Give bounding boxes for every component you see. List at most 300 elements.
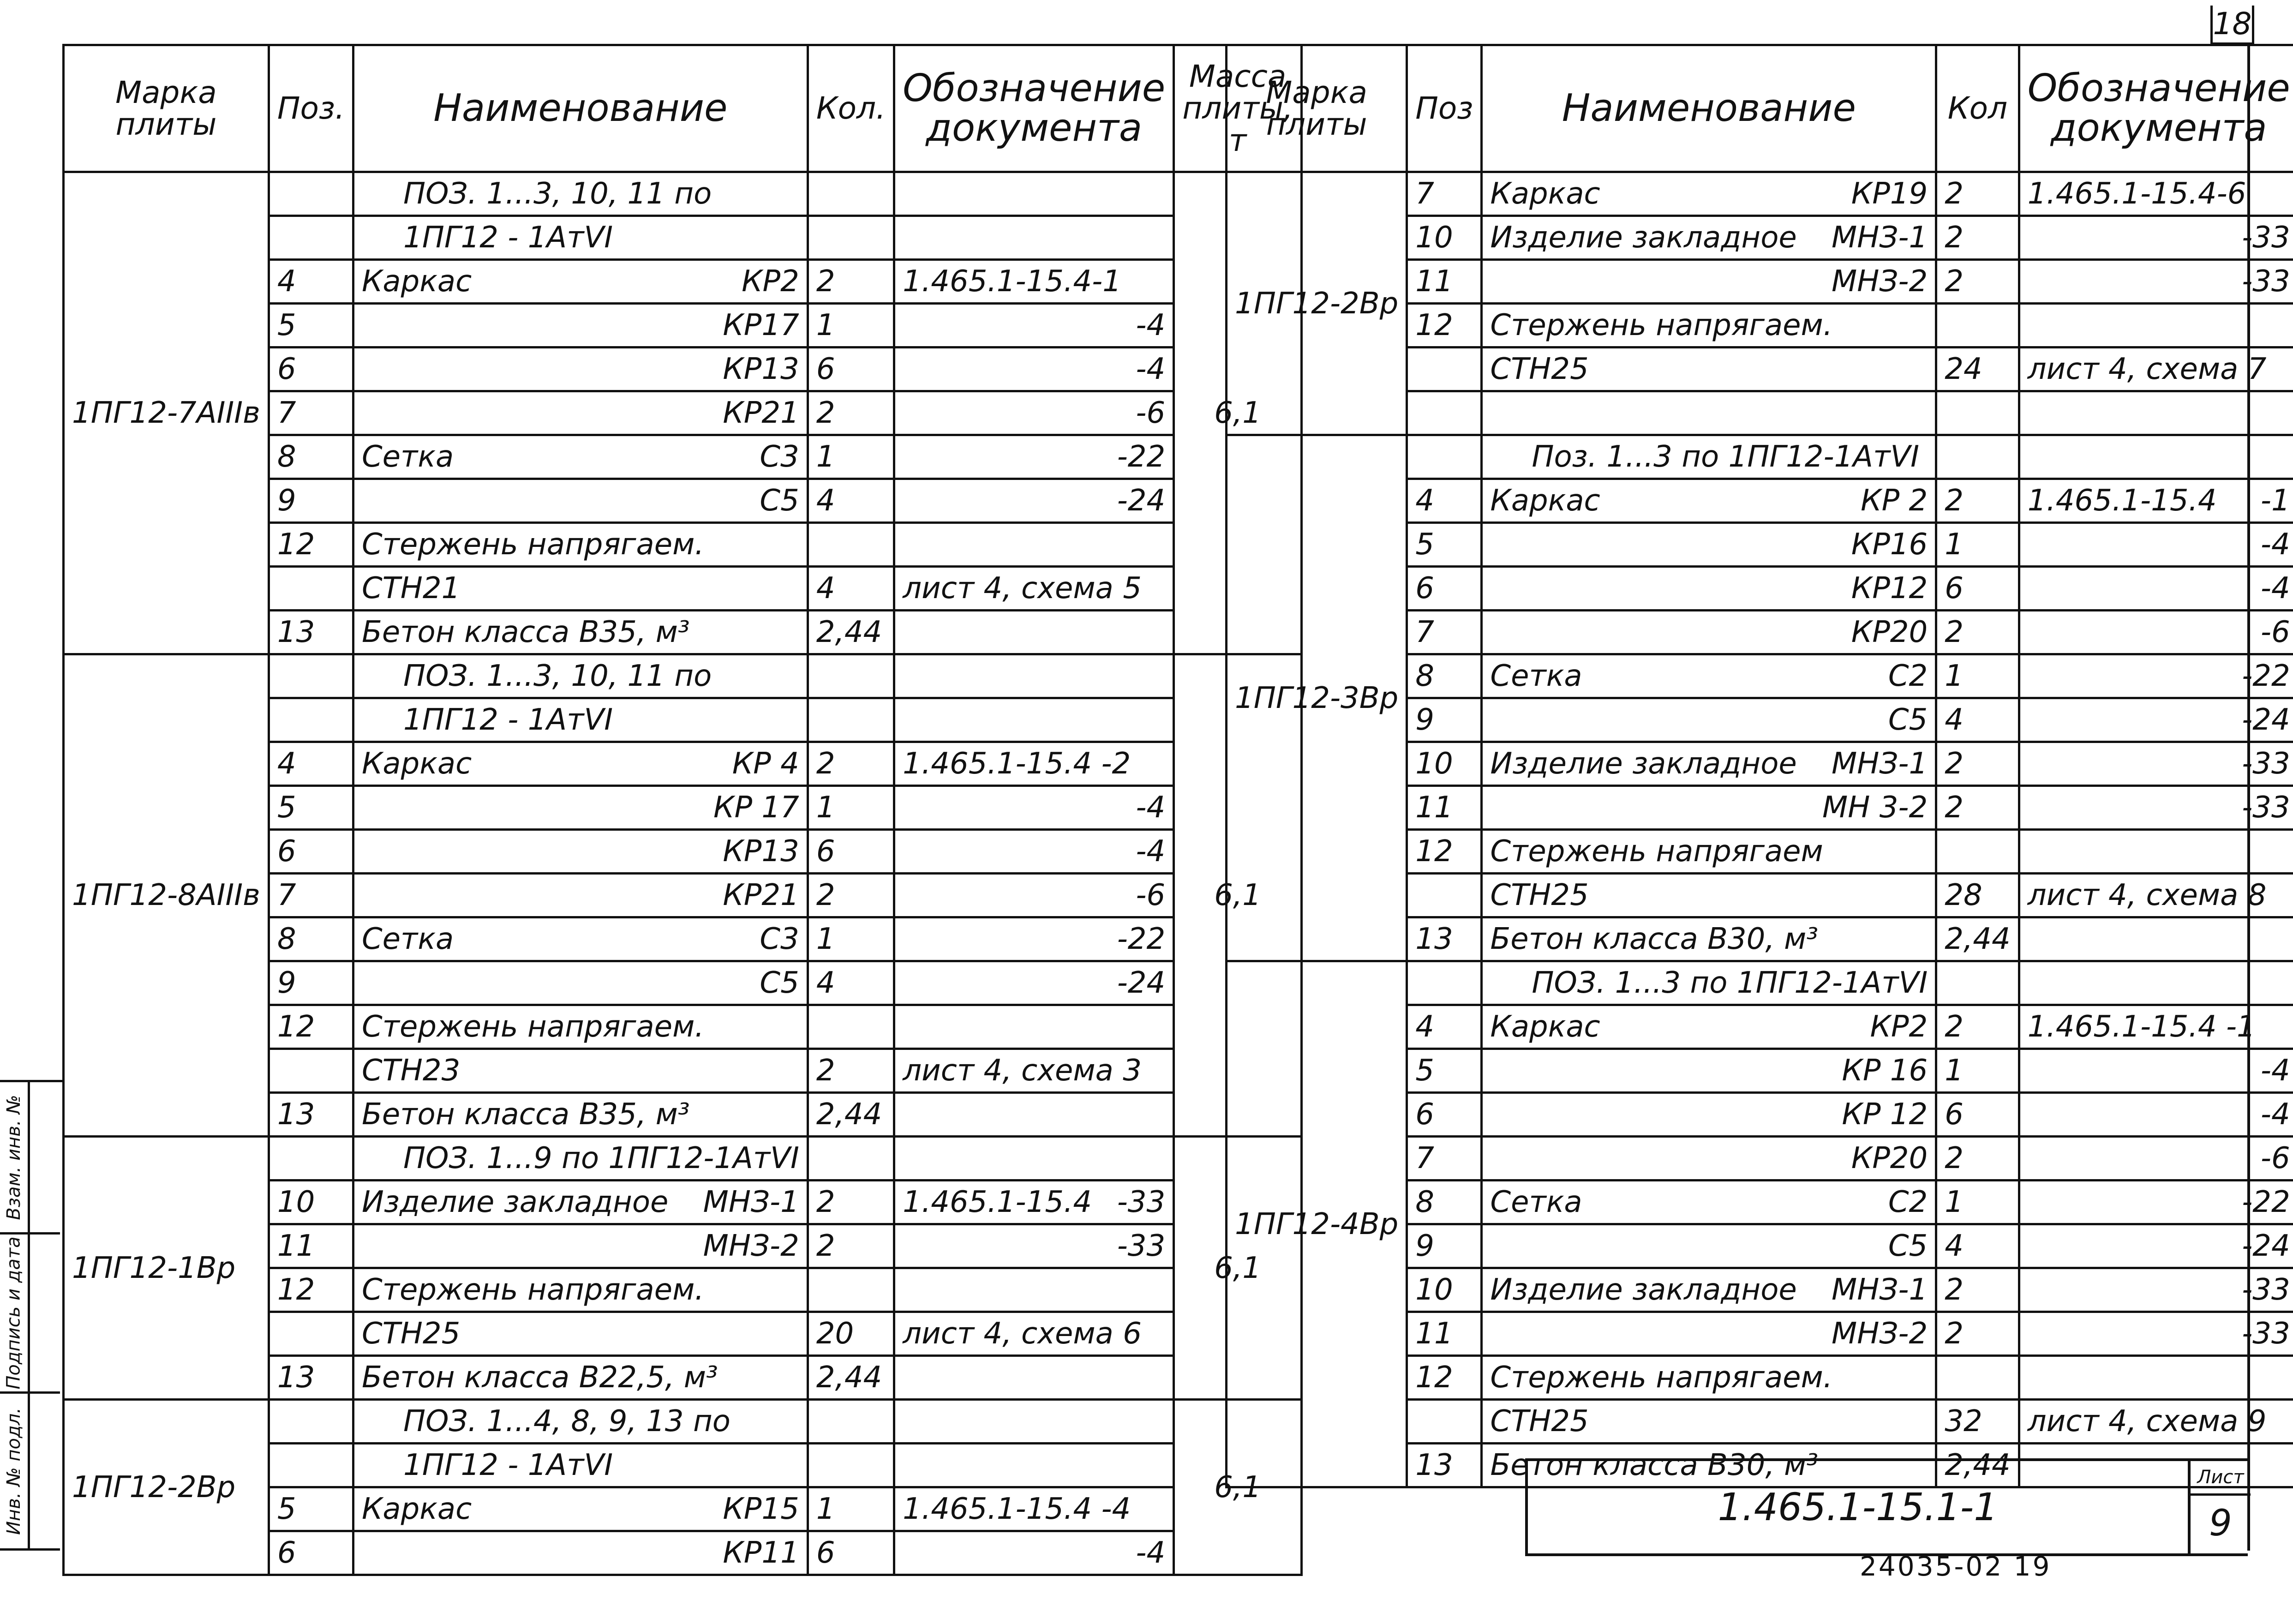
position-cell: 7 xyxy=(269,391,353,435)
name-tail: КР 16 xyxy=(1842,1054,1928,1088)
document-cell xyxy=(894,611,1174,654)
name-tail: С2 xyxy=(1888,659,1928,693)
quantity-cell xyxy=(1936,391,2019,435)
document-cell xyxy=(894,1400,1174,1444)
position-cell: 10 xyxy=(1407,742,1482,786)
document-wrap xyxy=(903,396,1165,430)
name-text: Бетон класса В30, м³ xyxy=(1490,1448,1818,1482)
quantity-cell: 2 xyxy=(1936,1005,2019,1049)
name-text: ПОЗ. 1...3, 10, 11 по xyxy=(403,659,712,693)
plate-mass: 6,1 xyxy=(1174,1400,1302,1575)
document-cell xyxy=(2019,786,2293,830)
name-text: Бетон класса В35, м³ xyxy=(361,1097,690,1132)
name-wrap xyxy=(1490,1404,1928,1438)
position-cell: 13 xyxy=(269,1356,353,1400)
name-text: 1ПГ12 - 1АтVI xyxy=(403,1448,613,1482)
document-cell xyxy=(2019,1049,2293,1093)
name-wrap xyxy=(1490,352,1928,386)
document-cell xyxy=(2019,172,2293,216)
name-tail: С3 xyxy=(760,440,799,474)
document-tail: -24 xyxy=(2242,703,2290,737)
name-wrap xyxy=(1490,1360,1928,1395)
name-text: Сетка xyxy=(361,440,454,474)
position-cell: 6 xyxy=(269,830,353,874)
document-cell xyxy=(894,391,1174,435)
plate-mark: 1ПГ12-4Вр xyxy=(1227,961,1407,1487)
quantity-cell: 2 xyxy=(1936,742,2019,786)
document-wrap xyxy=(2028,1141,2290,1175)
name-text: Изделие закладное xyxy=(361,1185,669,1219)
document-wrap xyxy=(2028,747,2290,781)
position-cell: 8 xyxy=(269,435,353,479)
position-cell xyxy=(269,567,353,611)
name-cell xyxy=(353,1137,808,1181)
name-text: Каркас xyxy=(1490,484,1600,518)
name-text: СТН21 xyxy=(361,571,461,605)
position-cell: 5 xyxy=(1407,1049,1482,1093)
spec-table-left xyxy=(62,44,1303,1576)
document-text: лист 4, схема 8 xyxy=(2027,878,2267,912)
document-cell xyxy=(2019,304,2293,348)
plate-mass: 6,1 xyxy=(1174,172,1302,654)
name-wrap xyxy=(362,966,799,1000)
name-cell xyxy=(1482,742,1936,786)
document-tail: -22 xyxy=(1117,922,1166,956)
document-text: 1.465.1-15.4 -2 xyxy=(903,747,1131,781)
name-wrap xyxy=(362,1010,799,1044)
document-tail: -1 xyxy=(2260,484,2290,518)
name-cell xyxy=(1482,348,1936,391)
document-wrap xyxy=(903,1492,1165,1526)
document-text: 1.465.1-15.4-6 xyxy=(2027,177,2246,211)
document-wrap xyxy=(2028,703,2290,737)
document-wrap xyxy=(903,922,1165,956)
name-cell xyxy=(353,1049,808,1093)
name-cell xyxy=(353,1312,808,1356)
name-cell xyxy=(353,654,808,698)
quantity-cell: 2 xyxy=(1936,260,2019,304)
document-wrap xyxy=(2028,1317,2290,1351)
name-cell xyxy=(1482,435,1936,479)
table-row xyxy=(1227,172,2293,216)
document-wrap xyxy=(2028,1097,2290,1132)
spec-table-right xyxy=(1225,44,2293,1488)
name-tail: КР20 xyxy=(1851,1141,1928,1175)
document-wrap xyxy=(2028,615,2290,649)
document-tail: -4 xyxy=(2260,571,2290,605)
quantity-cell xyxy=(1936,304,2019,348)
document-wrap xyxy=(903,966,1165,1000)
position-cell: 12 xyxy=(1407,1356,1482,1400)
quantity-cell: 2 xyxy=(1936,216,2019,260)
position-cell xyxy=(1407,874,1482,917)
document-wrap xyxy=(2028,221,2290,255)
quantity-cell: 2 xyxy=(808,260,894,304)
name-wrap xyxy=(362,1185,799,1219)
name-wrap xyxy=(1490,1317,1928,1351)
name-wrap xyxy=(362,1273,799,1307)
document-cell xyxy=(2019,260,2293,304)
quantity-cell: 2 xyxy=(1936,479,2019,523)
document-cell xyxy=(894,216,1174,260)
name-cell xyxy=(1482,1181,1936,1224)
position-cell: 5 xyxy=(269,1487,353,1531)
document-tail: -6 xyxy=(2260,1141,2290,1175)
position-cell: 12 xyxy=(269,1005,353,1049)
document-tail: -24 xyxy=(1117,966,1166,1000)
stamp-label-inventory: Инв. № подл. xyxy=(3,1407,24,1535)
quantity-cell xyxy=(808,654,894,698)
name-wrap xyxy=(1490,747,1928,781)
name-wrap xyxy=(362,659,799,693)
document-tail: -22 xyxy=(2242,659,2290,693)
position-cell: 6 xyxy=(1407,567,1482,611)
name-wrap xyxy=(1490,703,1928,737)
plate-mark: 1ПГ12-3Вр xyxy=(1227,435,1407,961)
document-wrap xyxy=(903,1536,1165,1570)
document-wrap xyxy=(903,834,1165,869)
name-cell xyxy=(1482,654,1936,698)
document-cell xyxy=(894,1224,1174,1268)
name-cell xyxy=(1482,1268,1936,1312)
document-tail: -6 xyxy=(2260,615,2290,649)
name-cell xyxy=(353,611,808,654)
name-tail: МНЗ-1 xyxy=(1832,747,1928,781)
name-cell xyxy=(353,1181,808,1224)
position-cell xyxy=(269,1312,353,1356)
name-wrap xyxy=(1490,1010,1928,1044)
document-tail: -4 xyxy=(2260,1097,2290,1132)
quantity-cell: 28 xyxy=(1936,874,2019,917)
header-mark: Марка плиты xyxy=(1227,45,1407,172)
plate-mark: 1ПГ12-7АIIIв xyxy=(64,172,269,654)
document-tail: -4 xyxy=(2260,1054,2290,1088)
quantity-cell: 4 xyxy=(808,567,894,611)
name-text: СТН23 xyxy=(361,1054,461,1088)
name-text: Стержень напрягаем. xyxy=(1490,1360,1833,1395)
quantity-cell: 2,44 xyxy=(808,1093,894,1137)
stamp-label-replace: Взам. инв. № xyxy=(3,1094,24,1220)
name-cell xyxy=(353,1531,808,1575)
table-row xyxy=(1227,435,2293,479)
name-cell xyxy=(353,435,808,479)
name-cell xyxy=(353,304,808,348)
name-tail: КР 4 xyxy=(732,747,799,781)
document-tail: -4 xyxy=(2260,527,2290,562)
document-wrap xyxy=(2028,791,2290,825)
document-cell xyxy=(2019,216,2293,260)
quantity-cell: 2 xyxy=(1936,786,2019,830)
document-wrap xyxy=(903,308,1165,342)
document-text: 1.465.1-15.4-1 xyxy=(903,264,1121,299)
name-wrap xyxy=(1490,308,1928,342)
document-wrap xyxy=(2028,659,2290,693)
document-cell xyxy=(2019,435,2293,479)
document-wrap xyxy=(903,484,1165,518)
name-wrap xyxy=(362,308,799,342)
name-cell xyxy=(353,216,808,260)
document-wrap xyxy=(903,352,1165,386)
position-cell xyxy=(1407,961,1482,1005)
quantity-cell: 2 xyxy=(808,874,894,917)
name-tail: КР15 xyxy=(723,1492,799,1526)
quantity-cell: 2 xyxy=(808,1224,894,1268)
position-cell: 8 xyxy=(1407,654,1482,698)
document-tail: -6 xyxy=(1136,878,1166,912)
name-cell xyxy=(1482,1005,1936,1049)
document-cell xyxy=(2019,742,2293,786)
position-cell: 9 xyxy=(1407,1224,1482,1268)
name-cell xyxy=(1482,567,1936,611)
name-wrap xyxy=(362,1097,799,1132)
name-tail: МНЗ-2 xyxy=(1832,1317,1928,1351)
document-tail: -33 xyxy=(2242,747,2290,781)
document-cell xyxy=(2019,1268,2293,1312)
name-tail: МНЗ-1 xyxy=(1832,221,1928,255)
quantity-cell: 2,44 xyxy=(808,611,894,654)
position-cell: 10 xyxy=(1407,216,1482,260)
name-cell xyxy=(1482,304,1936,348)
name-text: Каркас xyxy=(361,1492,472,1526)
quantity-cell: 6 xyxy=(808,1531,894,1575)
archive-code: 24035-02 19 xyxy=(1860,1551,2052,1582)
document-wrap xyxy=(2028,1273,2290,1307)
name-text: Каркас xyxy=(1490,177,1600,211)
plate-mark: 1ПГ12-8АIIIв xyxy=(64,654,269,1137)
document-cell xyxy=(894,1005,1174,1049)
plate-mark: 1ПГ12-2Вр xyxy=(64,1400,269,1575)
position-cell xyxy=(269,1137,353,1181)
name-wrap xyxy=(362,1404,799,1438)
quantity-cell: 2 xyxy=(808,1049,894,1093)
header-qty: Кол xyxy=(1936,45,2019,172)
name-cell xyxy=(353,172,808,216)
quantity-cell: 6 xyxy=(1936,1093,2019,1137)
document-cell xyxy=(2019,1400,2293,1444)
name-tail: МНЗ-1 xyxy=(703,1185,799,1219)
name-cell xyxy=(1482,1356,1936,1400)
name-wrap xyxy=(362,484,799,518)
quantity-cell xyxy=(1936,961,2019,1005)
document-cell xyxy=(2019,874,2293,917)
name-cell xyxy=(353,1093,808,1137)
quantity-cell: 1 xyxy=(1936,1181,2019,1224)
document-tail: -22 xyxy=(1117,440,1166,474)
position-cell: 11 xyxy=(1407,260,1482,304)
header-mass: Масса плиты, т xyxy=(1174,45,1302,172)
document-text: 1.465.1-15.4 xyxy=(903,1185,1092,1219)
position-cell: 6 xyxy=(269,348,353,391)
name-tail: С3 xyxy=(760,922,799,956)
document-wrap xyxy=(903,571,1165,605)
quantity-cell xyxy=(808,698,894,742)
position-cell xyxy=(1407,348,1482,391)
name-text: Стержень напрягаем. xyxy=(361,1010,704,1044)
title-block xyxy=(1525,1458,2248,1556)
position-cell: 10 xyxy=(1407,1268,1482,1312)
name-cell xyxy=(1482,260,1936,304)
name-wrap xyxy=(362,791,799,825)
name-cell xyxy=(353,1444,808,1487)
name-cell xyxy=(1482,786,1936,830)
name-cell xyxy=(1482,1049,1936,1093)
plate-mass: 6,1 xyxy=(1174,1137,1302,1400)
quantity-cell: 2,44 xyxy=(808,1356,894,1400)
document-tail: -4 xyxy=(1136,1536,1166,1570)
header-pos: Поз. xyxy=(269,45,353,172)
name-cell xyxy=(1482,917,1936,961)
name-wrap xyxy=(1490,571,1928,605)
name-wrap xyxy=(362,703,799,737)
position-cell: 5 xyxy=(269,304,353,348)
position-cell: 5 xyxy=(1407,523,1482,567)
document-wrap xyxy=(2028,1404,2290,1438)
name-cell xyxy=(1482,216,1936,260)
name-cell xyxy=(1482,1093,1936,1137)
position-cell: 11 xyxy=(1407,1312,1482,1356)
quantity-cell: 1 xyxy=(1936,1049,2019,1093)
sheet-box xyxy=(2188,1461,2251,1553)
name-cell xyxy=(1482,874,1936,917)
document-text: 1.465.1-15.4 -4 xyxy=(903,1492,1131,1526)
quantity-cell xyxy=(1936,435,2019,479)
name-wrap xyxy=(1490,264,1928,299)
name-wrap xyxy=(1490,484,1928,518)
quantity-cell xyxy=(808,172,894,216)
quantity-cell: 1 xyxy=(1936,654,2019,698)
document-wrap xyxy=(2028,1010,2290,1044)
position-cell xyxy=(269,698,353,742)
document-text: лист 4, схема 6 xyxy=(903,1317,1142,1351)
name-text: 1ПГ12 - 1АтVI xyxy=(403,703,613,737)
document-cell xyxy=(894,917,1174,961)
name-text: Изделие закладное xyxy=(1490,747,1797,781)
document-wrap xyxy=(2028,571,2290,605)
header-doc: Обозначение документа xyxy=(2019,45,2293,172)
quantity-cell: 4 xyxy=(808,961,894,1005)
name-wrap xyxy=(362,177,799,211)
name-text: Изделие закладное xyxy=(1490,221,1797,255)
name-tail: КР2 xyxy=(1870,1010,1928,1044)
position-cell: 4 xyxy=(269,742,353,786)
name-text: СТН25 xyxy=(1490,878,1589,912)
quantity-cell: 4 xyxy=(1936,698,2019,742)
quantity-cell: 2 xyxy=(1936,1137,2019,1181)
position-cell: 11 xyxy=(1407,786,1482,830)
name-wrap xyxy=(1490,1097,1928,1132)
quantity-cell: 32 xyxy=(1936,1400,2019,1444)
name-cell xyxy=(1482,830,1936,874)
document-cell xyxy=(894,742,1174,786)
document-cell xyxy=(2019,523,2293,567)
name-text: Стержень напрягаем. xyxy=(361,1273,704,1307)
document-cell xyxy=(894,304,1174,348)
document-wrap xyxy=(2028,527,2290,562)
name-cell xyxy=(1482,961,1936,1005)
document-cell xyxy=(894,698,1174,742)
quantity-cell: 4 xyxy=(808,479,894,523)
quantity-cell xyxy=(808,1400,894,1444)
quantity-cell: 2,44 xyxy=(1936,917,2019,961)
name-tail: МНЗ-2 xyxy=(703,1229,799,1263)
name-tail: КР17 xyxy=(723,308,799,342)
plate-mark: 1ПГ12-1Вр xyxy=(64,1137,269,1400)
quantity-cell xyxy=(808,1005,894,1049)
name-cell xyxy=(353,1356,808,1400)
name-wrap xyxy=(362,396,799,430)
position-cell xyxy=(1407,391,1482,435)
header-qty: Кол. xyxy=(808,45,894,172)
document-cell xyxy=(2019,1356,2293,1400)
name-wrap xyxy=(1490,177,1928,211)
document-cell xyxy=(2019,917,2293,961)
table-row xyxy=(64,1400,1302,1444)
name-text: Стержень напрягаем xyxy=(1490,834,1823,869)
name-wrap xyxy=(362,1448,799,1482)
document-cell xyxy=(894,961,1174,1005)
quantity-cell: 1 xyxy=(808,1487,894,1531)
name-tail: КР16 xyxy=(1851,527,1928,562)
quantity-cell: 1 xyxy=(1936,523,2019,567)
name-wrap xyxy=(362,264,799,299)
position-cell xyxy=(269,216,353,260)
plate-mark: 1ПГ12-2Вр xyxy=(1227,172,1407,435)
document-cell xyxy=(2019,348,2293,391)
name-text: СТН25 xyxy=(1490,352,1589,386)
document-cell xyxy=(894,654,1174,698)
name-text: Каркас xyxy=(361,264,472,299)
position-cell: 13 xyxy=(269,611,353,654)
document-cell xyxy=(894,1487,1174,1531)
document-wrap xyxy=(2028,878,2290,912)
position-cell: 12 xyxy=(1407,830,1482,874)
sheet-label: Лист xyxy=(2191,1461,2251,1496)
quantity-cell: 6 xyxy=(1936,567,2019,611)
position-cell xyxy=(269,1049,353,1093)
document-wrap xyxy=(903,791,1165,825)
name-cell xyxy=(1482,698,1936,742)
position-cell xyxy=(269,1444,353,1487)
name-tail: КР21 xyxy=(723,878,799,912)
name-wrap xyxy=(362,922,799,956)
document-text: лист 4, схема 5 xyxy=(903,571,1142,605)
document-tail: -33 xyxy=(2242,264,2290,299)
name-wrap xyxy=(362,1229,799,1263)
document-tail: -6 xyxy=(1136,396,1166,430)
name-tail: МНЗ-1 xyxy=(1832,1273,1928,1307)
name-text: Каркас xyxy=(361,747,472,781)
name-cell xyxy=(353,567,808,611)
document-cell xyxy=(894,1181,1174,1224)
name-wrap xyxy=(1490,834,1928,869)
position-cell: 7 xyxy=(1407,611,1482,654)
document-cell xyxy=(2019,961,2293,1005)
document-wrap xyxy=(2028,1185,2290,1219)
document-cell xyxy=(2019,1137,2293,1181)
document-cell xyxy=(2019,830,2293,874)
document-cell xyxy=(2019,1005,2293,1049)
document-tail: -33 xyxy=(2242,791,2290,825)
document-wrap xyxy=(2028,264,2290,299)
name-text: Бетон класса В22,5, м³ xyxy=(361,1360,718,1395)
document-tail: -33 xyxy=(2242,1317,2290,1351)
position-cell xyxy=(269,1400,353,1444)
position-cell: 11 xyxy=(269,1224,353,1268)
document-cell xyxy=(2019,479,2293,523)
name-cell xyxy=(353,1224,808,1268)
document-tail: -4 xyxy=(1136,791,1166,825)
stamp-cell-replace xyxy=(0,1082,60,1234)
